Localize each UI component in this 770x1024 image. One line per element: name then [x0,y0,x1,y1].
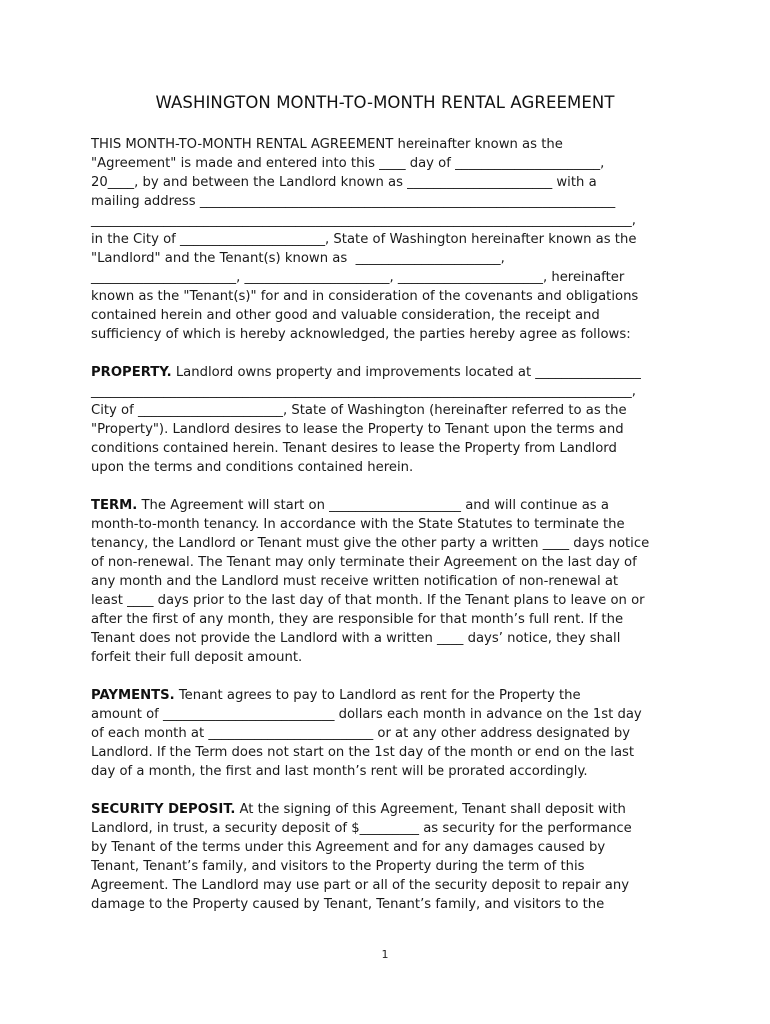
intro-line: sufficiency of which is hereby acknowledged, the parties hereby agree as follows: [91,327,631,342]
security-deposit-line: by Tenant of the terms under this Agreement and for any damages caused by [91,840,606,855]
security-deposit-line: damage to the Property caused by Tenant, Tenant’s family, and visitors to the [91,897,605,912]
intro-line: mailing address _______________________________________________________________ [91,194,616,209]
term-line: of non-renewal. The Tenant may only terminate their Agreement on the last day of [91,555,637,570]
intro-line: __________________________________________________________________________________, [91,213,636,228]
intro-line: 20____, by and between the Landlord known as ______________________ with a [91,175,597,190]
security-deposit-line: Landlord, in trust, a security deposit of $_________ as security for the performance [91,821,632,836]
intro-line: ______________________, ______________________, ______________________, hereinafter [91,270,625,285]
property-line: City of ______________________, State of Washington (hereinafter referred to as the [91,403,627,418]
property-line: __________________________________________________________________________________, [91,384,636,399]
term-line: any month and the Landlord must receive written notification of non-renewal at [91,574,619,589]
property-first-line-text: Landlord owns property and improvements located at ________________ [171,365,641,380]
document-title: WASHINGTON MONTH-TO-MONTH RENTAL AGREEMENT [155,93,615,112]
intro-line: contained herein and other good and valuable consideration, the receipt and [91,308,600,323]
payments-first-line [91,688,581,703]
payments-line: day of a month, the first and last month’s rent will be prorated accordingly. [91,764,588,779]
intro-line: "Agreement" is made and entered into this ____ day of ______________________, [91,156,605,171]
property-heading: PROPERTY. [91,365,172,380]
security-deposit-line: Agreement. The Landlord may use part or all of the security deposit to repair any [91,878,630,893]
term-line: Tenant does not provide the Landlord with a written ____ days’ notice, they shall [91,631,621,646]
term-line: forfeit their full deposit amount. [91,650,303,665]
payments-line: of each month at _________________________ or at any other address designated by [91,726,631,741]
term-first-line [91,498,609,513]
term-first-line-text: The Agreement will start on ____________________ and will continue as a [137,498,609,513]
payments-first-line-text: Tenant agrees to pay to Landlord as rent for the Property the [174,688,581,703]
intro-line: known as the "Tenant(s)" for and in consideration of the covenants and obligations [91,289,639,304]
page-number: 1 [381,948,389,961]
term-heading: TERM. [91,498,138,513]
property-line: "Property"). Landlord desires to lease the Property to Tenant upon the terms and [91,422,624,437]
intro-line: "Landlord" and the Tenant(s) known as ______________________, [91,251,505,266]
security-deposit-first-line [91,802,626,817]
term-line: least ____ days prior to the last day of that month. If the Tenant plans to leave on or [91,593,645,608]
property-line: upon the terms and conditions contained herein. [91,460,414,475]
security-deposit-first-line-text: At the signing of this Agreement, Tenant shall deposit with [235,802,626,817]
security-deposit-line: Tenant, Tenant’s family, and visitors to the Property during the term of this [91,859,585,874]
security-deposit-heading: SECURITY DEPOSIT. [91,802,236,817]
term-line: month-to-month tenancy. In accordance with the State Statutes to terminate the [91,517,625,532]
term-line: after the first of any month, they are responsible for that month’s full rent. If the [91,612,624,627]
payments-heading: PAYMENTS. [91,688,175,703]
intro-line: THIS MONTH-TO-MONTH RENTAL AGREEMENT hereinafter known as the [91,137,563,152]
term-line: tenancy, the Landlord or Tenant must give the other party a written ____ days notice [91,536,650,551]
property-first-line [91,365,641,380]
payments-line: Landlord. If the Term does not start on the 1st day of the month or end on the last [91,745,635,760]
intro-line: in the City of ______________________, State of Washington hereinafter known as the [91,232,637,247]
payments-line: amount of __________________________ dollars each month in advance on the 1st day [91,707,642,722]
property-line: conditions contained herein. Tenant desires to lease the Property from Landlord [91,441,617,456]
